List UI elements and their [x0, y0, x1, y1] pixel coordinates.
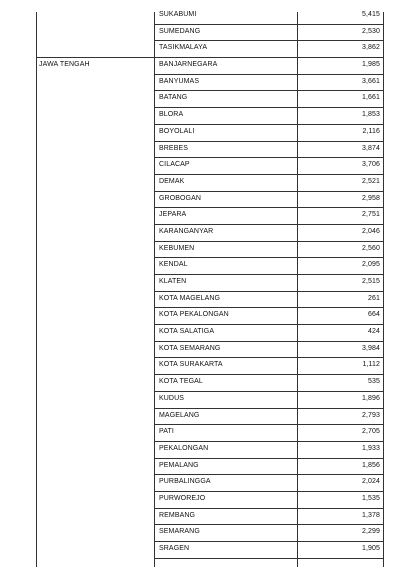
- value-cell: 2,116: [362, 127, 380, 135]
- regency-name-cell: PURWOREJO: [159, 494, 206, 502]
- value-cell: 2,024: [361, 478, 380, 486]
- regency-name-cell: BATANG: [159, 94, 188, 102]
- regency-name-cell: DEMAK: [159, 177, 185, 185]
- table-row: [0, 542, 408, 559]
- value-cell: 2,958: [361, 194, 380, 202]
- value-cell: 261: [368, 294, 380, 302]
- value-cell: 2,095: [361, 261, 380, 269]
- province-cell: JAWA TENGAH: [39, 61, 90, 69]
- value-cell: 424: [368, 328, 380, 336]
- value-cell: 664: [368, 311, 380, 319]
- value-cell: 2,705: [361, 428, 380, 436]
- table-row: [0, 242, 408, 259]
- table-row: [0, 475, 408, 492]
- regency-name-cell: PURBALINGGA: [159, 478, 211, 486]
- regency-name-cell: JEPARA: [159, 211, 187, 219]
- table-row: [0, 375, 408, 392]
- table-row: [0, 158, 408, 175]
- regency-name-cell: KUDUS: [159, 394, 185, 402]
- regency-name-cell: SRAGEN: [159, 545, 190, 552]
- value-cell: 2,046: [361, 227, 380, 235]
- value-cell: 3,706: [361, 161, 380, 169]
- regency-name-cell: KEBUMEN: [159, 244, 195, 252]
- table-row: [0, 8, 408, 25]
- regency-name-cell: REMBANG: [159, 511, 196, 519]
- table-row: [0, 308, 408, 325]
- table-row: [0, 175, 408, 192]
- table-row: [0, 41, 408, 58]
- table-row: [0, 25, 408, 42]
- table-row: [0, 425, 408, 442]
- value-cell: 2,530: [361, 27, 380, 35]
- table-row: [0, 192, 408, 209]
- regency-name-cell: KLATEN: [159, 278, 187, 285]
- regency-name-cell: CILACAP: [159, 161, 190, 169]
- regency-name-cell: SEMARANG: [159, 528, 200, 536]
- value-cell: 535: [368, 378, 380, 386]
- table-row: [0, 208, 408, 225]
- regency-name-cell: KOTA SALATIGA: [159, 328, 215, 336]
- regency-name-cell: KOTA TEGAL: [159, 378, 203, 386]
- value-cell: 1,905: [361, 545, 380, 552]
- table-row: [0, 358, 408, 375]
- value-cell: 1,112: [362, 361, 380, 369]
- table-row: [0, 509, 408, 526]
- table-row: [0, 342, 408, 359]
- regency-name-cell: KENDAL: [159, 261, 188, 269]
- value-cell: 2,299: [361, 528, 380, 536]
- regency-name-cell: MAGELANG: [159, 411, 200, 419]
- table-row: [0, 225, 408, 242]
- value-cell: 1,856: [361, 461, 380, 469]
- value-cell: 3,874: [361, 144, 380, 152]
- regency-name-cell: KOTA SURAKARTA: [159, 361, 223, 369]
- table-row: [0, 125, 408, 142]
- regency-name-cell: BANJARNEGARA: [159, 61, 218, 69]
- table-row: [0, 75, 408, 92]
- table-row: [0, 525, 408, 542]
- value-cell: 2,521: [361, 177, 380, 185]
- regency-name-cell: TASIKMALAYA: [159, 44, 208, 52]
- table-row: [0, 58, 408, 75]
- regency-name-cell: PEMALANG: [159, 461, 199, 469]
- value-cell: 1,896: [361, 394, 380, 402]
- table-row: [0, 459, 408, 476]
- table-row: [0, 492, 408, 509]
- regency-name-cell: KOTA SEMARANG: [159, 344, 221, 352]
- value-cell: 3,862: [361, 44, 380, 52]
- value-cell: 1,853: [361, 111, 380, 119]
- regency-table: [0, 8, 408, 559]
- value-cell: 1,535: [361, 494, 380, 502]
- value-cell: 2,560: [361, 244, 380, 252]
- table-row: [0, 392, 408, 409]
- regency-name-cell: KOTA MAGELANG: [159, 294, 221, 302]
- table-row: [0, 258, 408, 275]
- regency-name-cell: PATI: [159, 428, 174, 436]
- value-cell: 2,793: [361, 411, 380, 419]
- table-row: [0, 442, 408, 459]
- regency-name-cell: GROBOGAN: [159, 194, 202, 202]
- regency-name-cell: SUMEDANG: [159, 27, 201, 35]
- regency-name-cell: PEKALONGAN: [159, 444, 209, 452]
- value-cell: 3,984: [361, 344, 380, 352]
- value-cell: 1,933: [361, 444, 380, 452]
- value-cell: 1,985: [361, 61, 380, 69]
- value-cell: 1,378: [361, 511, 380, 519]
- table-row: [0, 409, 408, 426]
- row-divider: [154, 558, 383, 559]
- regency-name-cell: KARANGANYAR: [159, 227, 214, 235]
- value-cell: 2,751: [361, 211, 380, 219]
- table-row: [0, 91, 408, 108]
- value-cell: 5,415: [361, 11, 380, 18]
- table-row: [0, 292, 408, 309]
- value-cell: 1,661: [361, 94, 380, 102]
- table-row: [0, 142, 408, 159]
- table-row: [0, 275, 408, 292]
- regency-name-cell: BANYUMAS: [159, 77, 200, 85]
- regency-name-cell: KOTA PEKALONGAN: [159, 311, 229, 319]
- table-row: [0, 108, 408, 125]
- table-row: [0, 325, 408, 342]
- regency-name-cell: BREBES: [159, 144, 188, 152]
- value-cell: 3,661: [361, 77, 380, 85]
- regency-name-cell: BOYOLALI: [159, 127, 195, 135]
- regency-name-cell: BLORA: [159, 111, 184, 119]
- regency-name-cell: SUKABUMI: [159, 11, 197, 18]
- value-cell: 2,515: [361, 278, 380, 285]
